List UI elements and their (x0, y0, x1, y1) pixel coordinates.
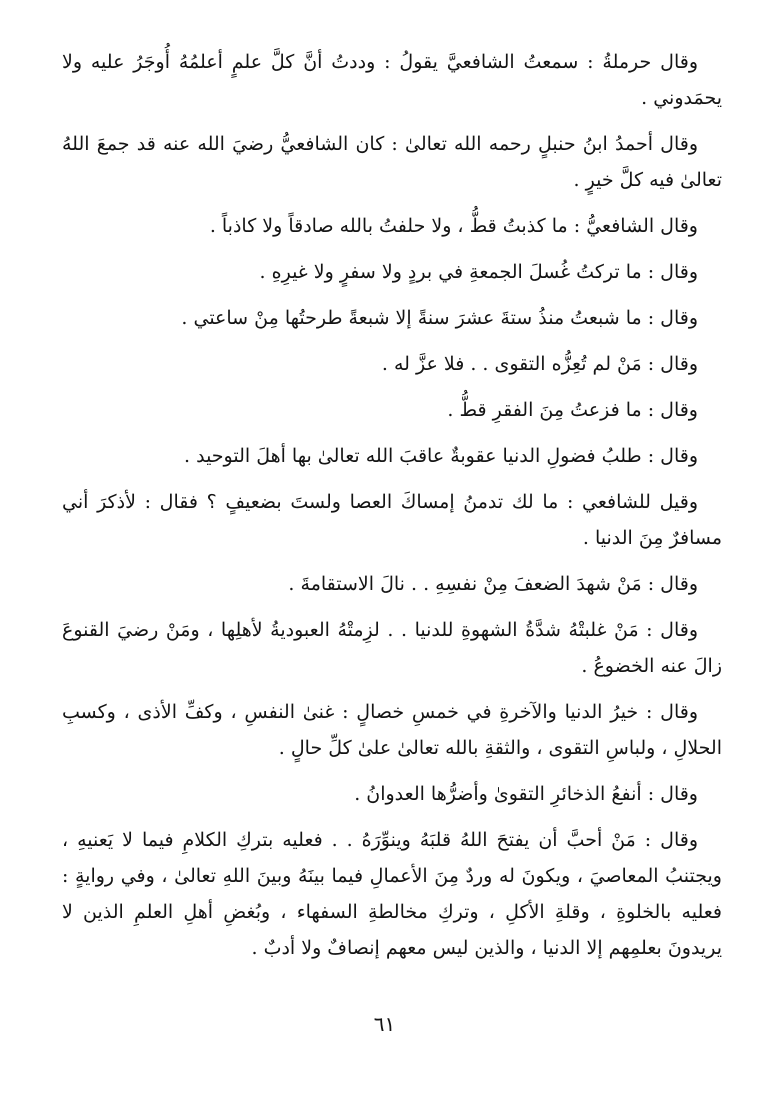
paragraph-ahmad-ibn-hanbal: وقال أحمدُ ابنُ حنبلٍ رحمه الله تعالىٰ : كان الشافعيُّ رضيَ الله عنه قد جمعَ اللهُ تعالىٰ فيه كلَّ خيرٍ . (62, 133, 722, 191)
paragraph-friday-bath: وقال : ما تركتُ غُسلَ الجمعةِ في بردٍ ولا سفرٍ ولا غيرِهِ . (259, 261, 698, 283)
paragraph-walking-stick: وقيل للشافعي : ما لك تدمنُ إمساكَ العصا ولستَ بضعيفٍ ؟ فقال : لأذكرَ أني مسافرٌ مِنَ الدنيا . (62, 491, 722, 549)
paragraph-taqwa-honor: وقال : مَنْ لم تُعِزُّه التقوى . . فلا عزَّ له . (381, 353, 698, 375)
paragraph-worldly-excess: وقال : طلبُ فضولِ الدنيا عقوبةٌ عاقبَ الله تعالىٰ بها أهلَ التوحيد . (184, 445, 698, 467)
paragraph-open-heart: وقال : مَنْ أحبَّ أن يفتحَ اللهُ قلبَهُ وينوِّرَهُ . . فعليه بتركِ الكلامِ فيما لا يَعنيهِ ، ويجتنبُ المعاصيَ ، ويكونَ له وردٌ مِنَ الأعمالِ فيما بينَهُ وبينَ اللهِ تعالىٰ ، وفي روايةٍ : فعليه بالخلوةِ ، وقلةِ الأكلِ ، وتركِ مخالطةِ السفهاء ، وبُغضِ أهلِ العلمِ الذين لا يريدونَ بعلمِهم إلا الدنيا ، والذين ليس معهم إنصافٌ ولا أدبٌ . (62, 829, 722, 959)
paragraph-poverty: وقال : ما فزعتُ مِنَ الفقرِ قطُّ . (447, 399, 698, 421)
paragraph-desire: وقال : مَنْ غلبتْهُ شدَّةُ الشهوةِ للدنيا . . لزِمتْهُ العبوديةُ لأهلِها ، ومَنْ رضيَ القنوعَ زالَ عنه الخضوعُ . (62, 619, 722, 677)
paragraph-sixteen-years: وقال : ما شبعتُ منذُ ستةَ عشرَ سنةً إلا شبعةً طرحتُها مِنْ ساعتي . (181, 307, 698, 329)
page-number: ٦١ (373, 1012, 396, 1036)
paragraph-five-traits: وقال : خيرُ الدنيا والآخرةِ في خمسِ خصالٍ : غنىٰ النفسِ ، وكفِّ الأذى ، وكسبِ الحلالِ ، ولباسِ التقوى ، والثقةِ بالله تعالىٰ علىٰ كلِّ حالٍ . (62, 701, 722, 759)
paragraph-weakness: وقال : مَنْ شهدَ الضعفَ مِنْ نفسِهِ . . نالَ الاستقامةَ . (288, 573, 698, 595)
paragraph-best-treasure: وقال : أنفعُ الذخائرِ التقوىٰ وأضرُّها العدوانُ . (354, 783, 698, 805)
paragraph-harmala: وقال حرملةُ : سمعتُ الشافعيَّ يقولُ : وددتُ أنَّ كلَّ علمٍ أعلمُهُ أُوجَرُ عليه ولا يحمَدوني . (62, 51, 722, 109)
paragraph-never-lied: وقال الشافعيُّ : ما كذبتُ قطُّ ، ولا حلفتُ بالله صادقاً ولا كاذباً . (209, 215, 698, 237)
page-body (62, 44, 722, 976)
